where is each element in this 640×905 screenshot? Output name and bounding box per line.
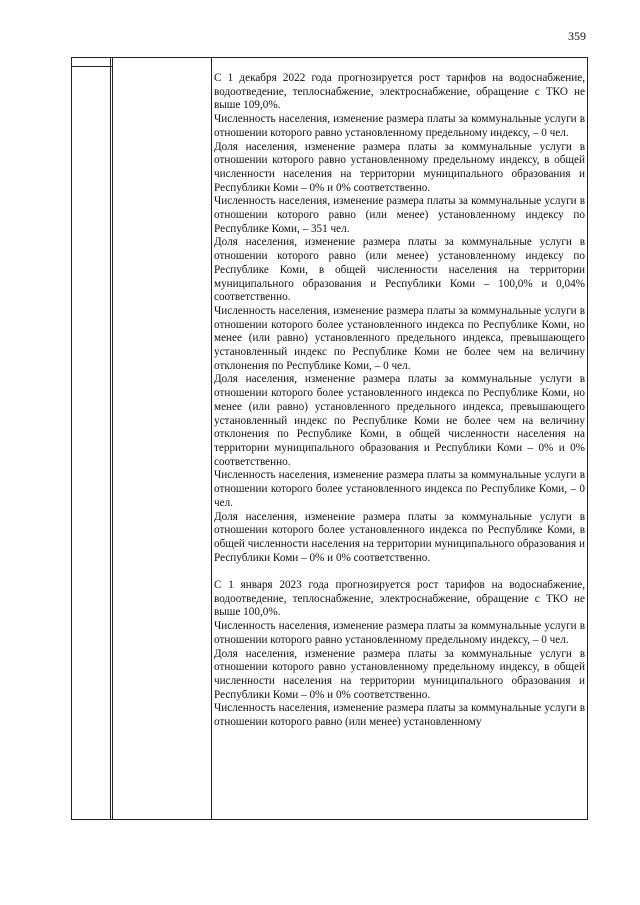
paragraph: Численность населения, изменение размера платы за коммунальные услуги в отношении которого равно (или менее) установленному индексу по Республике Коми, – 351 чел. [214, 195, 585, 235]
paragraph: С 1 января 2023 года прогнозируется рост тарифов на водоснабжение, водоотведение, теплоснабжение, электроснабжение, обращение с ТКО не выше 100,0%. [214, 579, 585, 619]
text-cell [214, 72, 585, 730]
column-divider [211, 58, 212, 819]
paragraph: С 1 декабря 2022 года прогнозируется рост тарифов на водоснабжение, водоотведение, теплоснабжение, электроснабжение, обращение с ТКО не выше 109,0%. [214, 72, 585, 112]
paragraph: Численность населения, изменение размера платы за коммунальные услуги в отношении которого равно установленному предельному индексу, – 0 чел. [214, 113, 585, 139]
paragraph: Численность населения, изменение размера платы за коммунальные услуги в отношении которого равно установленному предельному индексу, – 0 чел. [214, 620, 585, 646]
paragraph: Доля населения, изменение размера платы за коммунальные услуги в отношении которого более установленного индекса по Республике Коми, но менее (или равно) установленного предельного индекса, превышающего установленный индекс по Республике Коми не более чем на величину отклонения по Республике Коми, в общей численности населения на территории муниципального образования и Республики Коми – 0% и 0% соответственно. [214, 373, 585, 468]
document-table [71, 57, 588, 820]
page-number: 359 [568, 29, 586, 43]
column-divider [110, 58, 111, 819]
paragraph: Численность населения, изменение размера платы за коммунальные услуги в отношении которого более установленного индекса по Республике Коми, – 0 чел. [214, 469, 585, 509]
paragraph-gap [214, 565, 585, 579]
paragraph: Доля населения, изменение размера платы за коммунальные услуги в отношении которого равно (или менее) установленному индексу по Республике Коми, в общей численности населения на территории муниципального образования и Республики Коми – 100,0% и 0,04% соответственно. [214, 236, 585, 304]
paragraph: Численность населения, изменение размера платы за коммунальные услуги в отношении которого равно (или менее) установленному [214, 702, 585, 729]
paragraph: Численность населения, изменение размера платы за коммунальные услуги в отношении которого более установленного индекса по Республике Коми, но менее (или равно) установленного предельного индекса, превышающего установленный индекс по Республике Коми не более чем на величину отклонения по Республике Коми, – 0 чел. [214, 304, 585, 372]
paragraph: Доля населения, изменение размера платы за коммунальные услуги в отношении которого равно установленному предельному индексу, в общей численности населения на территории муниципального образования и Республики Коми – 0% и 0% соответственно. [214, 140, 585, 194]
row-divider [72, 66, 112, 67]
paragraph: Доля населения, изменение размера платы за коммунальные услуги в отношении которого равно установленному предельному индексу, в общей численности населения на территории муниципального образования и Республики Коми – 0% и 0% соответственно. [214, 647, 585, 701]
paragraph: Доля населения, изменение размера платы за коммунальные услуги в отношении которого более установленного индекса по Республике Коми, в общей численности населения на территории муниципального образования и Республики Коми – 0% и 0% соответственно. [214, 510, 585, 564]
column-divider [112, 58, 113, 819]
